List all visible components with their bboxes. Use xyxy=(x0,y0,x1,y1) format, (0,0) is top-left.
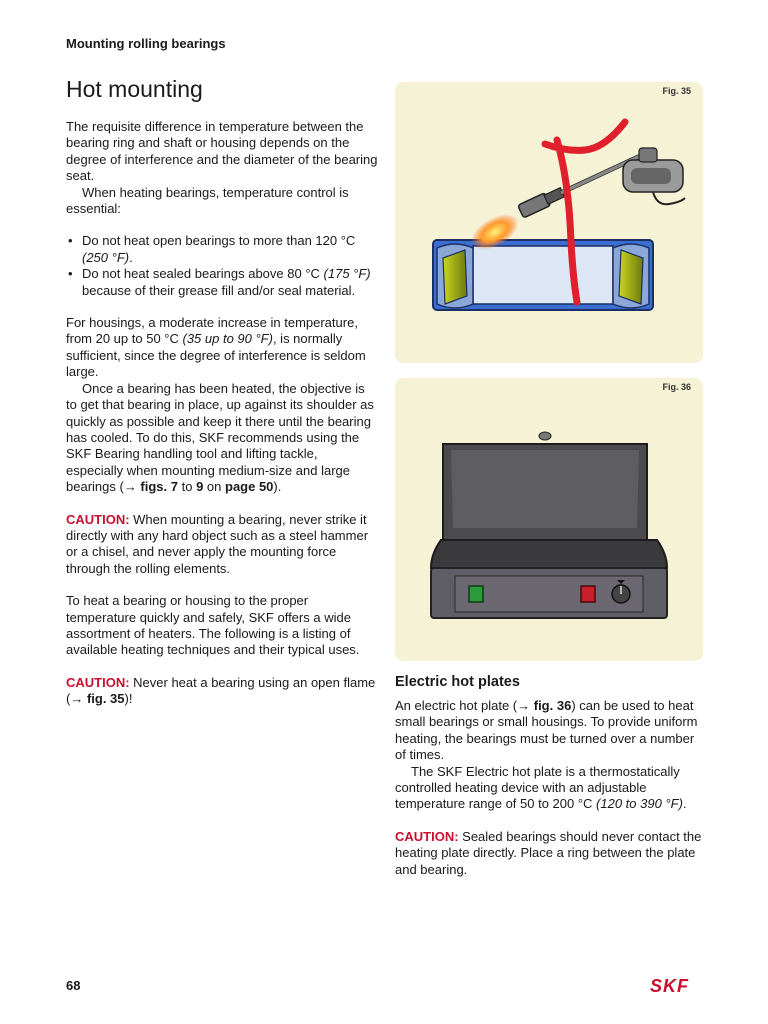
figure-label: Fig. 35 xyxy=(662,86,691,96)
paragraph: Once a bearing has been heated, the objective is to get that bearing in place, up against its shoulder as quickly as possible and keep it there until the bearing has cooled. To do this, SKF recommends using the SKF Bearing handling tool and lifting tackle, especially when mounting medium-size and large bearings (→ figs. 7 to 9 on page 50). xyxy=(66,380,374,495)
caution-note: CAUTION: Never heat a bearing using an open flame (→ fig. 35)! xyxy=(66,674,376,707)
list-item: • Do not heat sealed bearings above 80 °C (175 °F) because of their grease fill and/or seal material. xyxy=(66,266,378,299)
running-header: Mounting rolling bearings xyxy=(66,36,226,51)
section-title: Hot mounting xyxy=(66,76,203,102)
paragraph: To heat a bearing or housing to the proper temperature quickly and safely, SKF offers a wide assortment of heaters. The following is a listing of available heating techniques and their typical uses. xyxy=(66,593,360,658)
left-column xyxy=(66,119,378,708)
page-50-link[interactable]: page 50 xyxy=(225,479,274,495)
bullet-list xyxy=(66,233,378,299)
paragraph: For housings, a moderate increase in temperature, from 20 up to 50 °C (35 up to 90 °F), is normally sufficient, since the degree of interference is seldom large. xyxy=(66,315,366,380)
electric-hot-plate-illustration xyxy=(395,378,703,661)
fig-36-link[interactable]: → fig. 36 xyxy=(517,698,572,713)
skf-logo xyxy=(650,976,704,996)
fig-9-link[interactable]: 9 xyxy=(196,479,204,495)
paragraph: The requisite difference in temperature between the bearing ring and shaft or housing depends on the degree of interference and the diameter of the bearing seat. xyxy=(66,119,378,184)
paragraph: The SKF Electric hot plate is a thermostatically controlled heating device with an adjustable temperature range of 50 to 200 °C (120 to 390 °F). xyxy=(395,763,687,812)
figure-label: Fig. 36 xyxy=(662,382,691,392)
red-switch-icon xyxy=(581,586,595,602)
figure-36 xyxy=(395,378,703,661)
right-column xyxy=(395,698,705,878)
fig-35-link[interactable]: → fig. 35 xyxy=(70,691,125,707)
caution-note: CAUTION: Sealed bearings should never contact the heating plate directly. Place a ring between the plate and bearing. xyxy=(395,828,702,877)
figs-7-link[interactable]: → figs. 7 xyxy=(123,479,178,495)
caution-note: CAUTION: When mounting a bearing, never strike it directly with any hard object such as a steel hammer or a chisel, and never apply the mounting force through the rolling elements. xyxy=(66,511,369,576)
subsection-title: Electric hot plates xyxy=(395,674,520,690)
open-flame-illustration xyxy=(395,82,703,363)
green-switch-icon xyxy=(469,586,483,602)
svg-text:SKF: SKF xyxy=(650,976,689,996)
paragraph: When heating bearings, temperature control is essential: xyxy=(66,184,349,217)
list-item: • Do not heat open bearings to more than 120 °C (250 °F). xyxy=(66,233,378,266)
page-number: 68 xyxy=(66,978,81,993)
figure-35 xyxy=(395,82,703,363)
paragraph: An electric hot plate (→ fig. 36) can be used to heat small bearings or small housings. To provide uniform heating, the bearings must be turned over a number of times. xyxy=(395,698,698,763)
